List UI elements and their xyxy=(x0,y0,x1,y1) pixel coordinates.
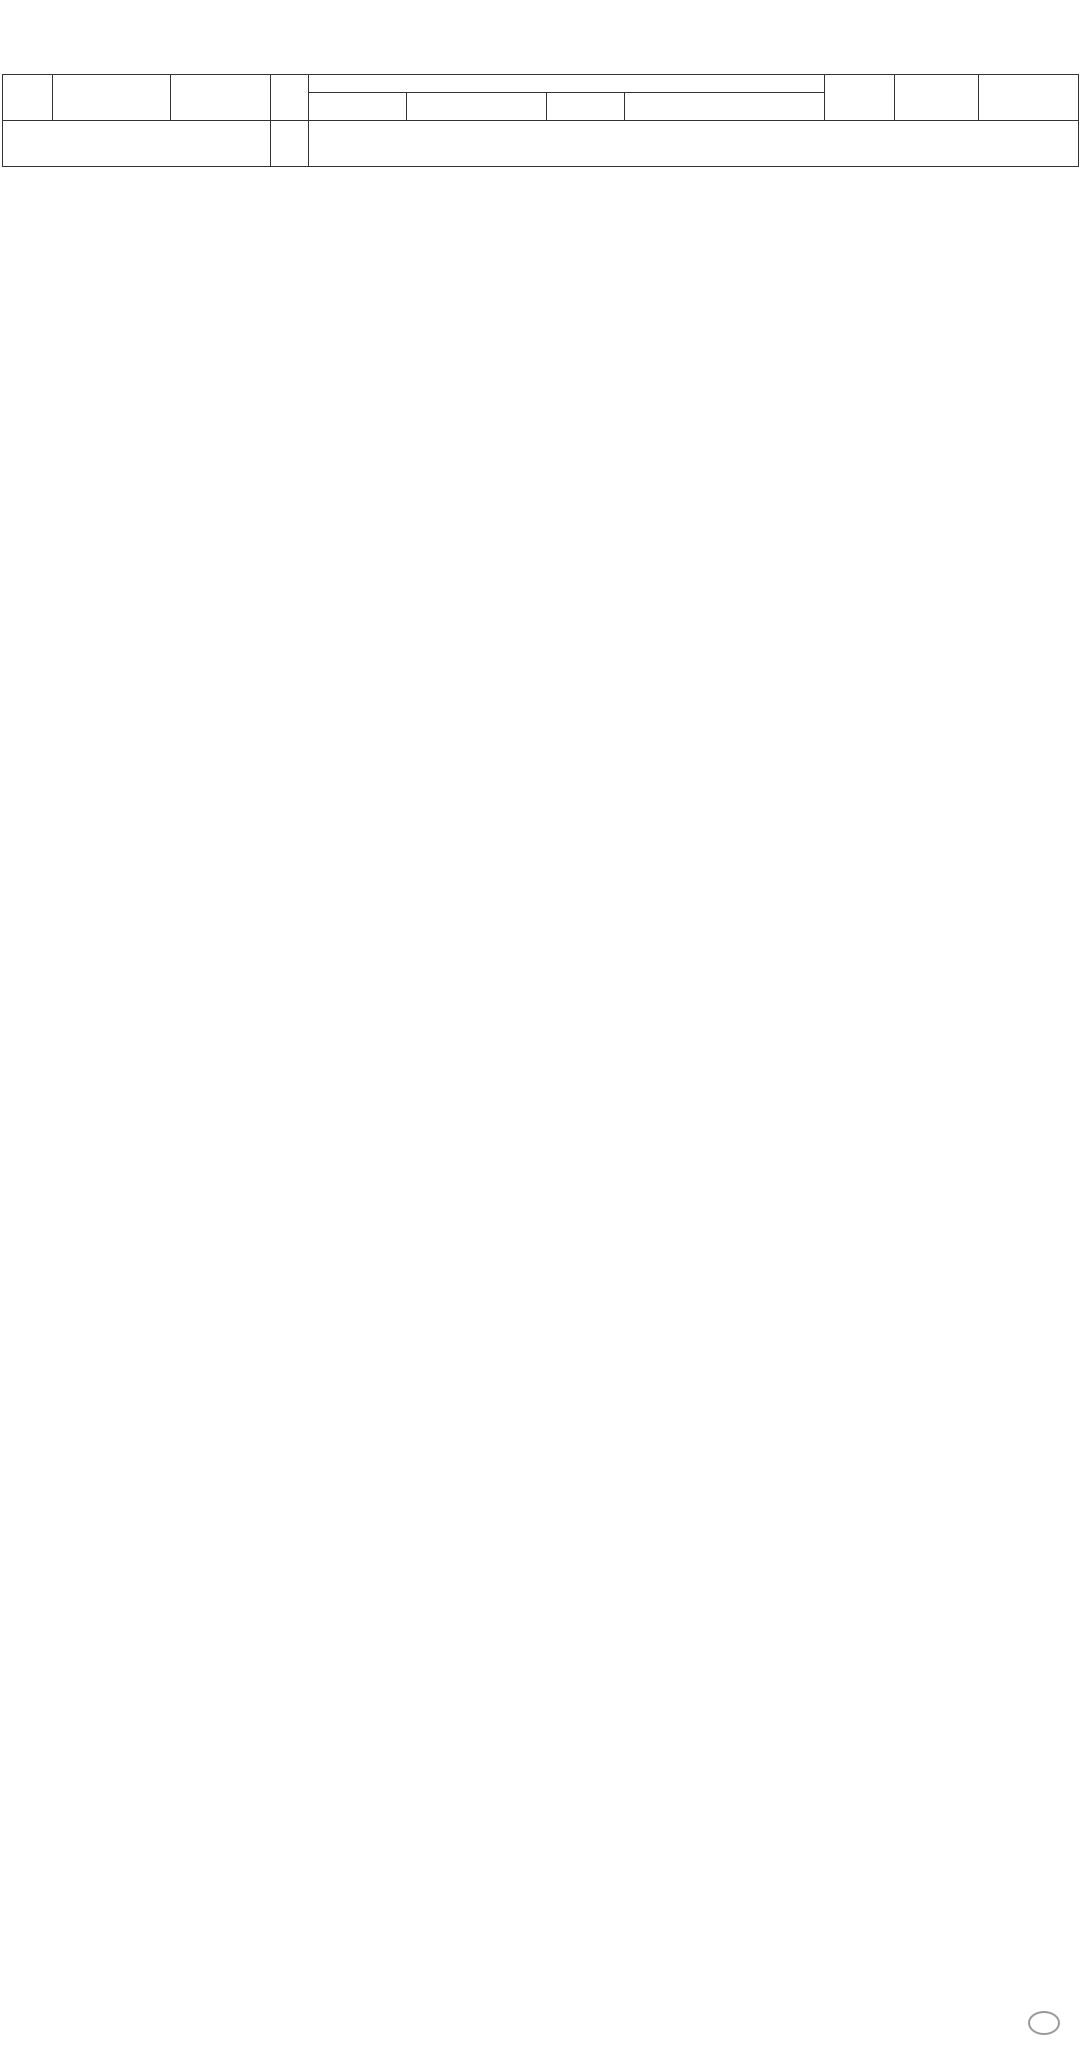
header-qualifications xyxy=(309,75,825,93)
wechat-icon xyxy=(1028,2011,1060,2035)
total-value xyxy=(271,121,309,167)
header-education xyxy=(309,93,407,121)
total-row xyxy=(3,121,1079,167)
header-age xyxy=(547,93,625,121)
header-salary xyxy=(825,75,895,121)
positions-table xyxy=(2,74,1079,167)
header-seq xyxy=(3,75,53,121)
header-post xyxy=(171,75,271,121)
header-note xyxy=(979,75,1079,121)
watermark xyxy=(1028,2010,1066,2035)
header-unit xyxy=(53,75,171,121)
total-label xyxy=(3,121,271,167)
header-major xyxy=(407,93,547,121)
header-count xyxy=(271,75,309,121)
header-other xyxy=(625,93,825,121)
header-location xyxy=(895,75,979,121)
